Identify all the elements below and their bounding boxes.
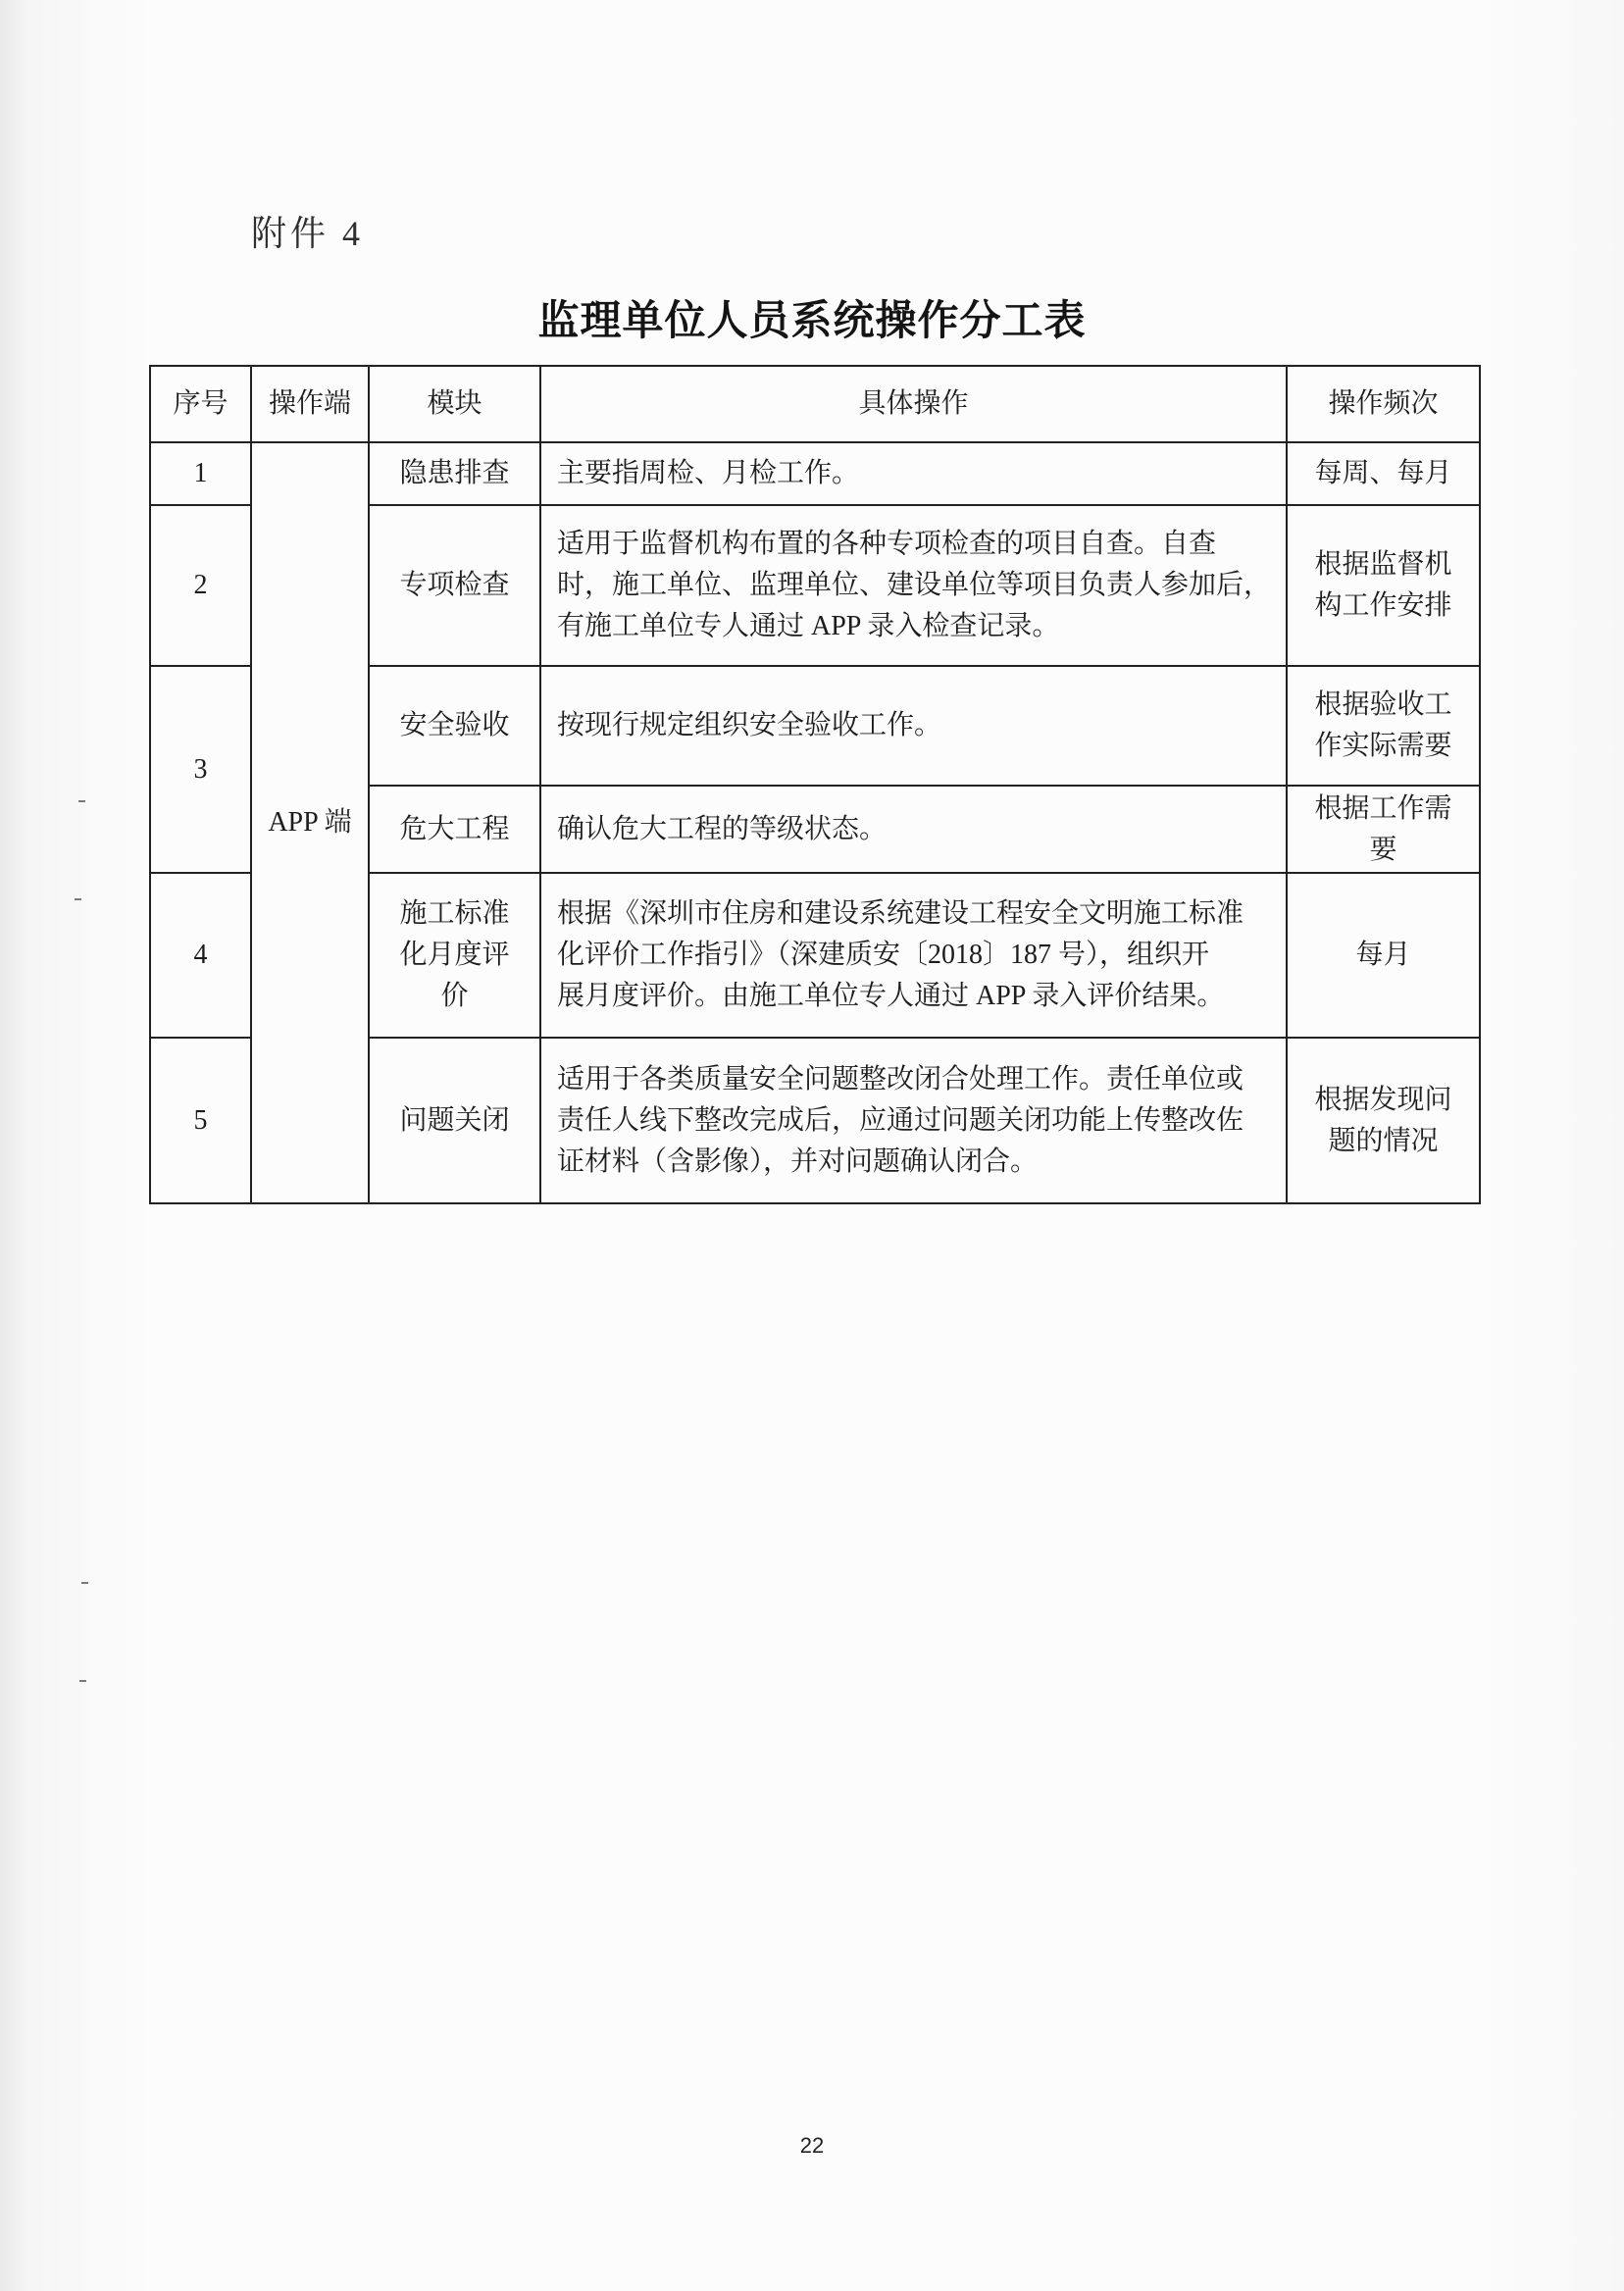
cell-module [369, 442, 540, 505]
cell-operation [540, 442, 1287, 505]
frequency-line: 根据验收工 [1314, 689, 1452, 720]
frequency-line: 构工作安排 [1314, 590, 1452, 621]
header-operation: 具体操作 [540, 366, 1287, 442]
operation-line: 时，施工单位、监理单位、建设单位等项目负责人参加后， [557, 570, 1272, 600]
cell-module [369, 786, 540, 873]
operation-line: 主要指周检、月检工作。 [557, 458, 860, 488]
cell-operation [540, 786, 1287, 873]
header-module: 模块 [369, 366, 540, 442]
module-line: 隐患排查 [399, 458, 510, 488]
scan-mark [79, 1680, 86, 1682]
operation-line: 有施工单位专人通过 APP 录入检查记录。 [557, 611, 1060, 641]
operation-line: 展月度评价。由施工单位专人通过 APP 录入评价结果。 [557, 981, 1225, 1011]
cell-frequency [1287, 873, 1480, 1038]
cell-frequency [1287, 505, 1480, 666]
frequency-line: 根据发现问 [1314, 1084, 1452, 1115]
document-title: 监理单位人员系统操作分工表 [537, 299, 1087, 344]
header-frequency: 操作频次 [1287, 366, 1480, 442]
duty-division-table [149, 365, 1481, 1204]
scan-mark [81, 1582, 88, 1584]
module-line: 安全验收 [399, 710, 510, 740]
cell-seq: 5 [150, 1038, 251, 1203]
operation-line: 适用于监督机构布置的各种专项检查的项目自查。自查 [557, 529, 1217, 559]
operation-line: 适用于各类质量安全问题整改闭合处理工作。责任单位或 [557, 1063, 1244, 1095]
cell-seq: 1 [150, 442, 251, 505]
cell-seq: 2 [150, 505, 251, 666]
cell-frequency [1287, 666, 1480, 786]
module-line: 价 [440, 981, 469, 1011]
cell-module [369, 1038, 540, 1203]
cell-module [369, 873, 540, 1038]
cell-operation [540, 873, 1287, 1038]
frequency-line: 作实际需要 [1314, 731, 1452, 761]
table-row [150, 442, 1480, 505]
operation-line: 根据《深圳市住房和建设系统建设工程安全文明施工标准 [557, 898, 1244, 929]
cell-terminal: APP 端 [251, 442, 369, 1203]
module-line: 化月度评 [399, 940, 510, 970]
module-line: 危大工程 [399, 813, 510, 844]
frequency-line: 每周、每月 [1314, 458, 1452, 488]
header-seq: 序号 [150, 366, 251, 442]
scan-mark [75, 898, 81, 900]
cell-operation [540, 1038, 1287, 1203]
cell-operation [540, 666, 1287, 786]
frequency-line: 根据工作需 [1314, 792, 1452, 824]
operation-line: 化评价工作指引》（深建质安〔2018〕187 号），组织开 [557, 940, 1210, 970]
cell-seq: 4 [150, 873, 251, 1038]
operation-line: 责任人线下整改完成后，应通过问题关闭功能上传整改佐 [557, 1104, 1244, 1136]
cell-operation [540, 505, 1287, 666]
table-header-row [150, 366, 1480, 442]
cell-frequency [1287, 1038, 1480, 1203]
cell-seq: 3 [150, 666, 251, 873]
cell-frequency [1287, 786, 1480, 873]
operation-line: 确认危大工程的等级状态。 [557, 813, 888, 844]
module-line: 专项检查 [399, 570, 510, 600]
scan-mark [78, 800, 85, 802]
module-line: 问题关闭 [399, 1104, 510, 1136]
frequency-line: 根据监督机 [1314, 549, 1452, 580]
operation-line: 证材料（含影像），并对问题确认闭合。 [557, 1146, 1039, 1177]
header-terminal: 操作端 [251, 366, 369, 442]
operation-line: 按现行规定组织安全验收工作。 [557, 710, 942, 740]
cell-module [369, 666, 540, 786]
cell-module [369, 505, 540, 666]
page-number: 22 [799, 2133, 825, 2158]
cell-frequency [1287, 442, 1480, 505]
module-line: 施工标准 [399, 898, 510, 929]
attachment-label: 附件 4 [251, 214, 365, 253]
frequency-line: 要 [1369, 834, 1397, 865]
frequency-line: 题的情况 [1328, 1125, 1439, 1156]
frequency-line: 每月 [1355, 940, 1411, 970]
